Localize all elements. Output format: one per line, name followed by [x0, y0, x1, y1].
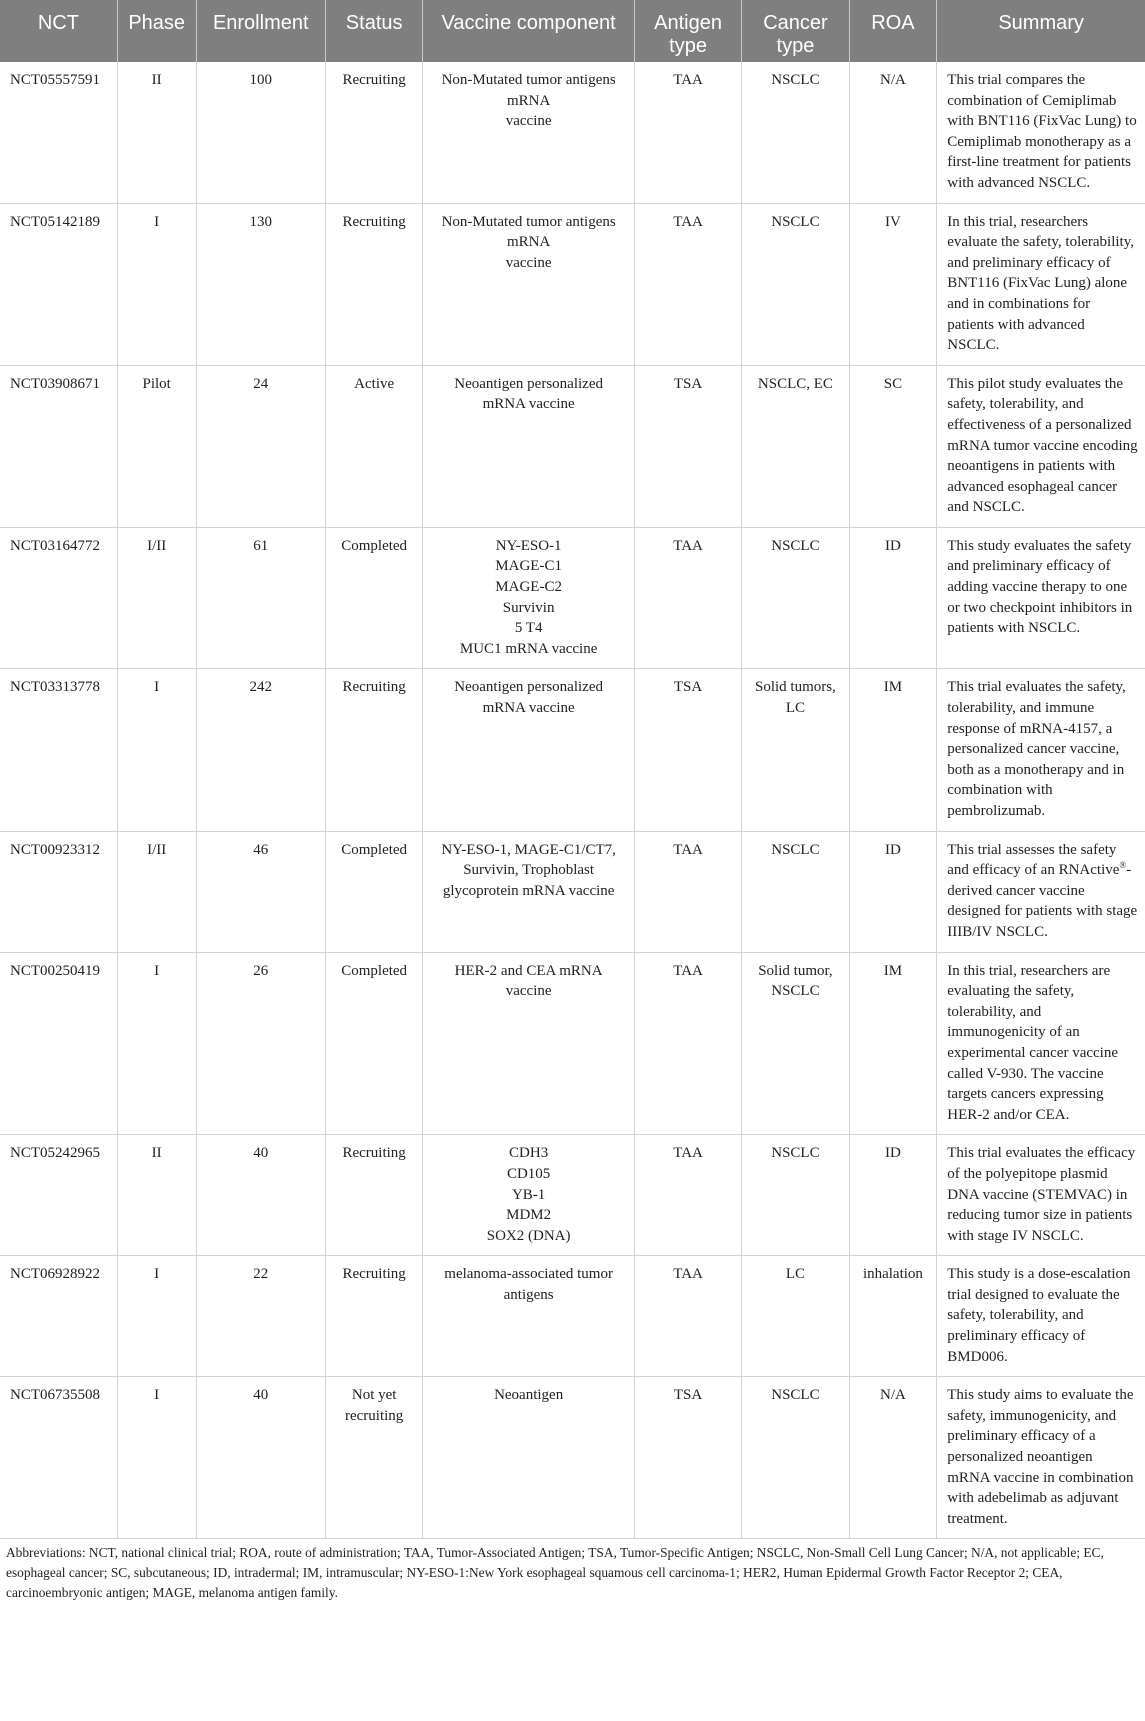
vaccine-component-cell: [423, 952, 634, 1135]
nct-cell: NCT06928922: [0, 1256, 117, 1377]
status-cell: Recruiting: [325, 62, 423, 203]
vaccine-line: CD105: [506, 1165, 551, 1182]
vaccine-line: Neoantigen personalized: [454, 679, 603, 696]
phase-cell: I/II: [117, 527, 196, 669]
antigen-type-cell: TAA: [634, 1135, 741, 1256]
roa-cell: ID: [849, 1135, 937, 1256]
cancer-type-cell: NSCLC: [742, 1377, 849, 1539]
roa-cell: N/A: [849, 1377, 937, 1539]
summary-cell: This trial compares the combination of Cemiplimab with BNT116 (FixVac Lung) to Cemiplimab monotherapy as a first-line treatment for patients with advanced NSCLC.: [937, 62, 1145, 203]
vaccine-line: Survivin: [502, 599, 555, 616]
vaccine-line: MAGE-C2: [495, 579, 562, 596]
antigen-type-cell: TAA: [634, 831, 741, 952]
vaccine-line: Non-Mutated tumor antigens: [441, 72, 616, 88]
vaccine-line: HER-2 and CEA mRNA: [454, 962, 603, 979]
table-row: [0, 1377, 1145, 1539]
phase-cell: II: [117, 62, 196, 203]
vaccine-line: Neoantigen: [494, 1387, 564, 1404]
antigen-type-cell: TAA: [634, 62, 741, 203]
vaccine-line: Non-Mutated tumor antigens: [441, 213, 616, 230]
vaccine-component-cell: [423, 62, 634, 203]
status-cell: Recruiting: [325, 669, 423, 831]
vaccine-component-cell: [423, 831, 634, 952]
status-cell: Completed: [325, 831, 423, 952]
vaccine-line: melanoma-associated tumor: [444, 1266, 613, 1283]
vaccine-line: YB-1: [511, 1186, 546, 1203]
vaccine-line: MAGE-C1: [495, 558, 562, 575]
vaccine-line: MDM2: [506, 1207, 552, 1224]
summary-text: This trial assesses the safety and efficacy of an RNActive: [947, 841, 1120, 879]
enrollment-cell: 26: [196, 952, 325, 1135]
enrollment-cell: 242: [196, 669, 325, 831]
table-row: [0, 1256, 1145, 1377]
vaccine-line: NY-ESO-1, MAGE-C1/CT7,: [441, 841, 616, 858]
vaccine-line: mRNA: [506, 234, 551, 251]
antigen-type-cell: TSA: [634, 669, 741, 831]
table-row: [0, 831, 1145, 952]
registered-mark: ®: [1119, 860, 1127, 871]
header-nct: NCT: [0, 0, 117, 62]
vaccine-component-cell: [423, 1135, 634, 1256]
vaccine-line: mRNA vaccine: [482, 396, 575, 413]
table-row: [0, 203, 1145, 365]
enrollment-cell: 46: [196, 831, 325, 952]
abbreviations-footnote: Abbreviations: NCT, national clinical trial; ROA, route of administration; TAA, Tumor-Associated Antigen; TSA, Tumor-Specific Antigen; NSCLC, Non-Small Cell Lung Cancer; N/A, not applicable; EC, esophageal cancer; SC, subcutaneous; ID, intradermal; IM, intramuscular; NY-ESO-1:New York esophageal squamous cell carcinoma-1; HER2, Human Epidermal Growth Factor Receptor 2; CEA, carcinoembryonic antigen; MAGE, melanoma antigen family.: [6, 1545, 1104, 1601]
cancer-type-cell: Solid tumors, LC: [742, 669, 849, 831]
roa-cell: N/A: [849, 62, 937, 203]
antigen-type-cell: TAA: [634, 1256, 741, 1377]
header-cancer-type: Cancer type: [742, 0, 849, 62]
cancer-type-cell: Solid tumor, NSCLC: [742, 952, 849, 1135]
cancer-type-cell: NSCLC: [742, 203, 849, 365]
vaccine-line: Survivin, Trophoblast: [463, 862, 595, 879]
antigen-type-cell: TSA: [634, 1377, 741, 1539]
summary-text: -derived cancer vaccine designed for patients with stage IIIB/IV NSCLC.: [947, 862, 1138, 940]
nct-cell: NCT00923312: [0, 831, 117, 952]
table-header: [0, 0, 1145, 62]
nct-cell: NCT00250419: [0, 952, 117, 1135]
enrollment-cell: 40: [196, 1377, 325, 1539]
enrollment-cell: 40: [196, 1135, 325, 1256]
summary-cell: In this trial, researchers are evaluating the safety, tolerability, and immunogenicity of an experimental cancer vaccine called V-930. The vaccine targets cancers expressing HER-2 and/or CEA.: [937, 952, 1145, 1135]
table-row: [0, 365, 1145, 527]
header-status: Status: [325, 0, 423, 62]
roa-cell: IV: [849, 203, 937, 365]
nct-cell: NCT06735508: [0, 1377, 117, 1539]
status-cell: Recruiting: [325, 203, 423, 365]
table-row: [0, 527, 1145, 669]
header-enrollment: Enrollment: [196, 0, 325, 62]
cancer-type-cell: NSCLC: [742, 62, 849, 203]
vaccine-line: mRNA vaccine: [482, 700, 575, 717]
header-antigen-type: Antigen type: [634, 0, 741, 62]
table-body: [0, 62, 1145, 1539]
summary-cell: This study aims to evaluate the safety, immunogenicity, and preliminary efficacy of a personalized neoantigen mRNA vaccine in combination with adebelimab as adjuvant treatment.: [937, 1377, 1145, 1539]
antigen-type-cell: TAA: [634, 527, 741, 669]
table-row: [0, 669, 1145, 831]
vaccine-component-cell: [423, 1256, 634, 1377]
phase-cell: I: [117, 669, 196, 831]
enrollment-cell: 22: [196, 1256, 325, 1377]
antigen-type-cell: TAA: [634, 203, 741, 365]
summary-cell: This trial evaluates the efficacy of the polyepitope plasmid DNA vaccine (STEMVAC) in reducing tumor size in patients with stage IV NSCLC.: [937, 1135, 1145, 1256]
vaccine-component-cell: [423, 669, 634, 831]
cancer-type-cell: NSCLC, EC: [742, 365, 849, 527]
summary-cell: This study is a dose-escalation trial designed to evaluate the safety, tolerability, and preliminary efficacy of BMD006.: [937, 1256, 1145, 1377]
vaccine-line: glycoprotein mRNA vaccine: [442, 882, 615, 899]
vaccine-line: vaccine: [505, 983, 552, 1000]
status-cell: Completed: [325, 527, 423, 669]
phase-cell: I: [117, 1256, 196, 1377]
antigen-type-cell: TAA: [634, 952, 741, 1135]
cancer-type-cell: NSCLC: [742, 1135, 849, 1256]
vaccine-line: MUC1 mRNA vaccine: [459, 640, 598, 657]
vaccine-line: Neoantigen personalized: [454, 375, 603, 392]
summary-cell: [937, 831, 1145, 952]
summary-cell: This trial evaluates the safety, tolerability, and immune response of mRNA-4157, a personalized cancer vaccine, both as a monotherapy and in combination with pembrolizumab.: [937, 669, 1145, 831]
vaccine-component-cell: [423, 203, 634, 365]
cancer-type-cell: NSCLC: [742, 527, 849, 669]
nct-cell: NCT05242965: [0, 1135, 117, 1256]
status-cell: Not yet recruiting: [325, 1377, 423, 1539]
enrollment-cell: 100: [196, 62, 325, 203]
table-row: [0, 1135, 1145, 1256]
nct-cell: NCT03164772: [0, 527, 117, 669]
vaccine-line: vaccine: [505, 113, 552, 130]
phase-cell: I: [117, 952, 196, 1135]
status-cell: Completed: [325, 952, 423, 1135]
roa-cell: ID: [849, 527, 937, 669]
enrollment-cell: 24: [196, 365, 325, 527]
nct-cell: NCT03313778: [0, 669, 117, 831]
vaccine-line: mRNA: [506, 92, 551, 109]
roa-cell: IM: [849, 669, 937, 831]
status-cell: Recruiting: [325, 1135, 423, 1256]
nct-cell: NCT03908671: [0, 365, 117, 527]
summary-cell: In this trial, researchers evaluate the safety, tolerability, and preliminary efficacy of BNT116 (FixVac Lung) alone and in combinations for patients with advanced NSCLC.: [937, 203, 1145, 365]
vaccine-line: vaccine: [505, 254, 552, 271]
status-cell: Active: [325, 365, 423, 527]
roa-cell: SC: [849, 365, 937, 527]
vaccine-component-cell: [423, 1377, 634, 1539]
vaccine-component-cell: [423, 365, 634, 527]
roa-cell: IM: [849, 952, 937, 1135]
vaccine-line: NY-ESO-1: [495, 537, 562, 554]
phase-cell: II: [117, 1135, 196, 1256]
vaccine-component-cell: [423, 527, 634, 669]
phase-cell: I: [117, 203, 196, 365]
phase-cell: I: [117, 1377, 196, 1539]
header-phase: Phase: [117, 0, 196, 62]
summary-cell: This study evaluates the safety and preliminary efficacy of adding vaccine therapy to one or two checkpoint inhibitors in patients with NSCLC.: [937, 527, 1145, 669]
table-row: [0, 62, 1145, 203]
vaccine-line: antigens: [503, 1286, 554, 1303]
header-vaccine-component: Vaccine component: [423, 0, 634, 62]
vaccine-line: CDH3: [509, 1145, 549, 1162]
antigen-type-cell: TSA: [634, 365, 741, 527]
status-cell: Recruiting: [325, 1256, 423, 1377]
phase-cell: Pilot: [117, 365, 196, 527]
cancer-type-cell: NSCLC: [742, 831, 849, 952]
phase-cell: I/II: [117, 831, 196, 952]
header-roa: ROA: [849, 0, 937, 62]
enrollment-cell: 130: [196, 203, 325, 365]
header-summary: Summary: [937, 0, 1145, 62]
enrollment-cell: 61: [196, 527, 325, 669]
vaccine-line: 5 T4: [514, 620, 543, 637]
nct-cell: NCT05142189: [0, 203, 117, 365]
summary-cell: This pilot study evaluates the safety, tolerability, and effectiveness of a personalized mRNA tumor vaccine encoding neoantigens in patients with advanced esophageal cancer and NSCLC.: [937, 365, 1145, 527]
nct-cell: NCT05557591: [0, 62, 117, 203]
table-row: [0, 952, 1145, 1135]
roa-cell: inhalation: [849, 1256, 937, 1377]
vaccine-line: SOX2 (DNA): [486, 1227, 571, 1244]
cancer-type-cell: LC: [742, 1256, 849, 1377]
roa-cell: ID: [849, 831, 937, 952]
